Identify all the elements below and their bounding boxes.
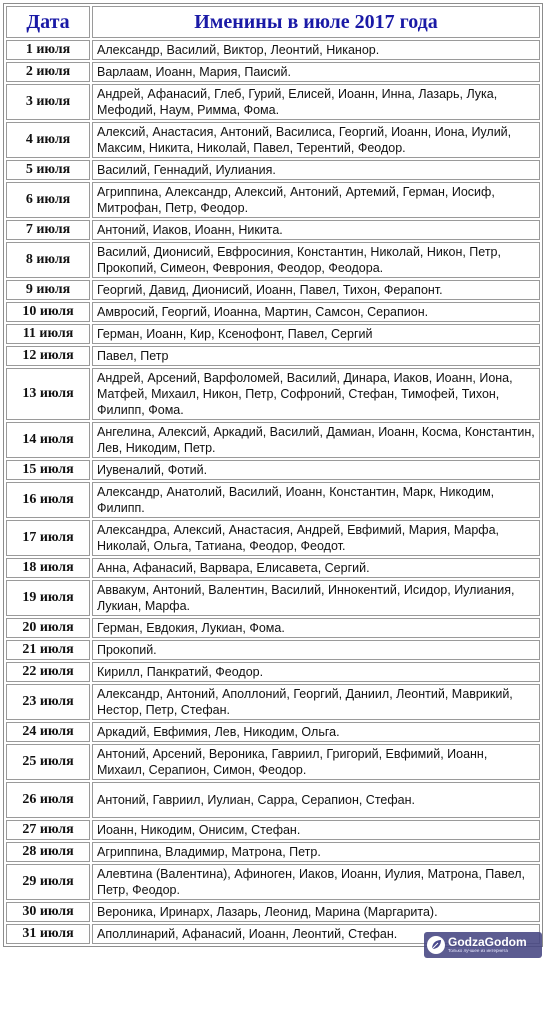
- row-names: Александра, Алексий, Анастасия, Андрей, Евфимий, Мария, Марфа, Николай, Ольга, Татиана, Феодор, Феодот.: [92, 520, 540, 556]
- row-names: Варлаам, Иоанн, Мария, Паисий.: [92, 62, 540, 82]
- table-row: [6, 902, 540, 922]
- table-row: [6, 422, 540, 458]
- table-header-row: [6, 6, 540, 38]
- row-date: 20 июля: [6, 618, 90, 638]
- row-date: 13 июля: [6, 368, 90, 420]
- row-names: Антоний, Иаков, Иоанн, Никита.: [92, 220, 540, 240]
- row-date: 19 июля: [6, 580, 90, 616]
- watermark-logo: GodzaGodom: [448, 935, 527, 950]
- row-date: 21 июля: [6, 640, 90, 660]
- table-row: [6, 346, 540, 366]
- table-row: [6, 482, 540, 518]
- row-names: Алевтина (Валентина), Афиноген, Иаков, Иоанн, Иулия, Матрона, Павел, Петр, Феодор.: [92, 864, 540, 900]
- row-names: Агриппина, Александр, Алексий, Антоний, Артемий, Герман, Иосиф, Митрофан, Петр, Феодор.: [92, 182, 540, 218]
- table-row: [6, 280, 540, 300]
- row-names: Аввакум, Антоний, Валентин, Василий, Иннокентий, Исидор, Иулиания, Лукиан, Марфа.: [92, 580, 540, 616]
- header-date: Дата: [6, 6, 90, 38]
- name-days-table: [3, 3, 543, 950]
- row-names: Андрей, Афанасий, Глеб, Гурий, Елисей, Иоанн, Инна, Лазарь, Лука, Мефодий, Наум, Римма, Фома.: [92, 84, 540, 120]
- row-date: 3 июля: [6, 84, 90, 120]
- row-date: 8 июля: [6, 242, 90, 278]
- table-row: [6, 744, 540, 780]
- table-row: [6, 640, 540, 660]
- table-row: [6, 580, 540, 616]
- table-row: [6, 302, 540, 322]
- table-row: [6, 220, 540, 240]
- table-row: [6, 460, 540, 480]
- row-names: Георгий, Давид, Дионисий, Иоанн, Павел, Тихон, Ферапонт.: [92, 280, 540, 300]
- row-names: Кирилл, Панкратий, Феодор.: [92, 662, 540, 682]
- row-names: Андрей, Арсений, Варфоломей, Василий, Динара, Иаков, Иоанн, Иона, Матфей, Михаил, Никон, Петр, Софроний, Стефан, Тимофей, Тихон, Филипп, Фома.: [92, 368, 540, 420]
- row-date: 17 июля: [6, 520, 90, 556]
- table-row: [6, 62, 540, 82]
- table-row: [6, 368, 540, 420]
- row-date: 24 июля: [6, 722, 90, 742]
- row-date: 1 июля: [6, 40, 90, 60]
- table-row: [6, 324, 540, 344]
- row-names: Иувеналий, Фотий.: [92, 460, 540, 480]
- row-names: Аркадий, Евфимия, Лев, Никодим, Ольга.: [92, 722, 540, 742]
- row-date: 26 июля: [6, 782, 90, 818]
- table-row: [6, 842, 540, 862]
- table-row: [6, 820, 540, 840]
- row-date: 6 июля: [6, 182, 90, 218]
- watermark-tagline: Только лучшее из интернета: [448, 949, 508, 954]
- row-date: 12 июля: [6, 346, 90, 366]
- row-date: 10 июля: [6, 302, 90, 322]
- row-date: 15 июля: [6, 460, 90, 480]
- row-date: 27 июля: [6, 820, 90, 840]
- godzagodom-watermark: [424, 932, 542, 958]
- row-names: Антоний, Гавриил, Иулиан, Сарра, Серапион, Стефан.: [92, 782, 540, 818]
- row-names: Александр, Антоний, Аполлоний, Георгий, Даниил, Леонтий, Маврикий, Нестор, Петр, Стефан.: [92, 684, 540, 720]
- row-date: 31 июля: [6, 924, 90, 944]
- names-table-wrapper: [3, 3, 543, 950]
- row-date: 4 июля: [6, 122, 90, 158]
- row-names: Герман, Иоанн, Кир, Ксенофонт, Павел, Сергий: [92, 324, 540, 344]
- watermark-text: [448, 936, 527, 954]
- table-row: [6, 618, 540, 638]
- row-date: 28 июля: [6, 842, 90, 862]
- row-date: 16 июля: [6, 482, 90, 518]
- row-date: 18 июля: [6, 558, 90, 578]
- table-row: [6, 722, 540, 742]
- row-names: Павел, Петр: [92, 346, 540, 366]
- table-row: [6, 864, 540, 900]
- row-date: 14 июля: [6, 422, 90, 458]
- table-row: [6, 122, 540, 158]
- row-names: Александр, Анатолий, Василий, Иоанн, Константин, Марк, Никодим, Филипп.: [92, 482, 540, 518]
- row-date: 5 июля: [6, 160, 90, 180]
- row-names: Аполлинарий, Афанасий, Иоанн, Леонтий, Стефан.: [92, 924, 540, 944]
- table-row: [6, 242, 540, 278]
- header-title: Именины в июле 2017 года: [92, 6, 540, 38]
- row-names: Анна, Афанасий, Варвара, Елисавета, Сергий.: [92, 558, 540, 578]
- row-names: Антоний, Арсений, Вероника, Гавриил, Григорий, Евфимий, Иоанн, Михаил, Серапион, Симон, Феодор.: [92, 744, 540, 780]
- row-date: 2 июля: [6, 62, 90, 82]
- row-date: 22 июля: [6, 662, 90, 682]
- row-date: 11 июля: [6, 324, 90, 344]
- table-row: [6, 520, 540, 556]
- row-names: Иоанн, Никодим, Онисим, Стефан.: [92, 820, 540, 840]
- row-names: Амвросий, Георгий, Иоанна, Мартин, Самсон, Серапион.: [92, 302, 540, 322]
- table-row: [6, 160, 540, 180]
- table-row: [6, 782, 540, 818]
- row-names: Прокопий.: [92, 640, 540, 660]
- row-names: Василий, Геннадий, Иулиания.: [92, 160, 540, 180]
- row-names: Вероника, Иринарх, Лазарь, Леонид, Марина (Маргарита).: [92, 902, 540, 922]
- row-date: 29 июля: [6, 864, 90, 900]
- table-row: [6, 558, 540, 578]
- row-date: 25 июля: [6, 744, 90, 780]
- table-row: [6, 182, 540, 218]
- row-names: Герман, Евдокия, Лукиан, Фома.: [92, 618, 540, 638]
- row-names: Александр, Василий, Виктор, Леонтий, Никанор.: [92, 40, 540, 60]
- row-date: 23 июля: [6, 684, 90, 720]
- table-row: [6, 40, 540, 60]
- table-row: [6, 84, 540, 120]
- table-row: [6, 684, 540, 720]
- row-names: Ангелина, Алексий, Аркадий, Василий, Дамиан, Иоанн, Косма, Константин, Лев, Никодим, Петр.: [92, 422, 540, 458]
- row-date: 9 июля: [6, 280, 90, 300]
- row-names: Василий, Дионисий, Евфросиния, Константин, Николай, Никон, Петр, Прокопий, Симеон, Феврония, Феодор, Феодора.: [92, 242, 540, 278]
- row-names: Агриппина, Владимир, Матрона, Петр.: [92, 842, 540, 862]
- table-row: [6, 662, 540, 682]
- row-date: 7 июля: [6, 220, 90, 240]
- row-names: Алексий, Анастасия, Антоний, Василиса, Георгий, Иоанн, Иона, Иулий, Максим, Никита, Николай, Павел, Терентий, Феодор.: [92, 122, 540, 158]
- leaf-circle-icon: [427, 936, 445, 954]
- row-date: 30 июля: [6, 902, 90, 922]
